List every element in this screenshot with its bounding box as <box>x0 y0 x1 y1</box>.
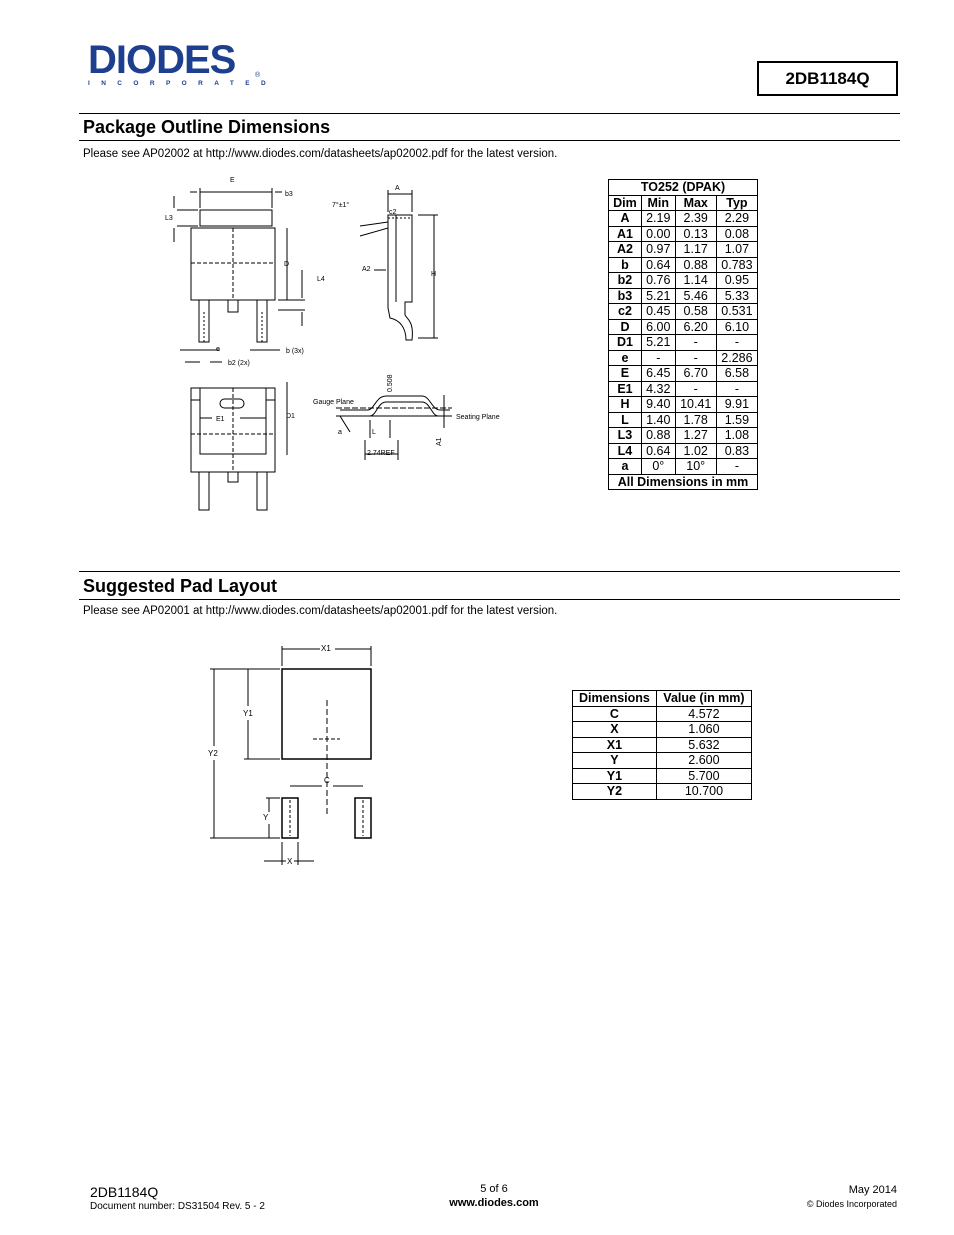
part-number-box: 2DB1184Q <box>757 61 898 96</box>
label-E1: E1 <box>216 416 225 423</box>
col-header: Typ <box>716 195 757 211</box>
dim-value-cell: 4.32 <box>641 381 675 397</box>
dim-value-cell: - <box>716 381 757 397</box>
registered-mark: ® <box>255 72 261 79</box>
pad-label-Y1: Y1 <box>243 709 253 718</box>
label-0508: 0.508 <box>387 374 394 392</box>
dim-value-cell: - <box>716 335 757 351</box>
label-gauge: Gauge Plane <box>313 399 354 406</box>
label-L3: L3 <box>165 215 173 222</box>
pad-label-Y2: Y2 <box>208 749 218 758</box>
pad-label-X1: X1 <box>321 644 331 653</box>
table-footer: All Dimensions in mm <box>609 474 758 490</box>
footer-date: May 2014 <box>848 1184 897 1196</box>
dim-value-cell: 1.08 <box>716 428 757 444</box>
dim-value-cell: 5.21 <box>641 335 675 351</box>
dim-value-cell: 6.45 <box>641 366 675 382</box>
col-header: Value (in mm) <box>656 691 751 707</box>
table-row <box>609 350 758 366</box>
table-row <box>573 737 752 753</box>
pad-note: Please see AP02001 at http://www.diodes.com/datasheets/ap02001.pdf for the latest version. <box>83 605 558 617</box>
table-row <box>609 319 758 335</box>
table-row <box>573 768 752 784</box>
dim-value-cell: 6.58 <box>716 366 757 382</box>
label-H: H <box>431 271 437 278</box>
section-title-pad: Suggested Pad Layout <box>83 576 278 596</box>
section-title-outline: Package Outline Dimensions <box>83 117 331 137</box>
dim-name-cell: E1 <box>609 381 642 397</box>
dim-value-cell: - <box>675 350 716 366</box>
table-row <box>609 397 758 413</box>
dim-name-cell: E <box>609 366 642 382</box>
dim-value-cell: 1.59 <box>716 412 757 428</box>
table-row <box>573 722 752 738</box>
table-row <box>609 412 758 428</box>
table-row <box>573 753 752 769</box>
col-header: Dim <box>609 195 642 211</box>
dim-value-cell: 6.10 <box>716 319 757 335</box>
dim-value-cell: 2.286 <box>716 350 757 366</box>
table-row <box>609 242 758 258</box>
dim-name-cell: A <box>609 211 642 227</box>
dim-name-cell: L4 <box>609 443 642 459</box>
dim-value-cell: 0.88 <box>675 257 716 273</box>
dim-value-cell: 0.00 <box>641 226 675 242</box>
label-A: A <box>395 185 400 192</box>
label-b2: b2 (2x) <box>228 360 250 367</box>
table-row <box>573 706 752 722</box>
table-row <box>609 443 758 459</box>
dim-value-cell: 6.70 <box>675 366 716 382</box>
dim-value-cell: 5.33 <box>716 288 757 304</box>
table-row <box>609 211 758 227</box>
dim-value-cell: 0.64 <box>641 257 675 273</box>
table-row <box>609 304 758 320</box>
label-A2: A2 <box>362 266 371 273</box>
label-ref: 2.74REF <box>367 450 395 457</box>
label-D1: D1 <box>286 413 295 420</box>
label-a: a <box>338 429 342 436</box>
label-D: D <box>284 261 290 268</box>
pad-dim-name-cell: X <box>573 722 657 738</box>
footer-page: 5 of 6 <box>480 1183 508 1195</box>
footer-copyright: © Diodes Incorporated <box>806 1199 897 1209</box>
table-row <box>609 366 758 382</box>
label-L4: L4 <box>317 276 325 283</box>
table-caption: TO252 (DPAK) <box>609 180 758 196</box>
section-rule-bottom <box>79 140 900 141</box>
label-A1: A1 <box>436 437 443 446</box>
dim-value-cell: - <box>716 459 757 475</box>
label-b3: b3 <box>285 191 293 198</box>
pad-value-cell: 4.572 <box>656 706 751 722</box>
dim-name-cell: D <box>609 319 642 335</box>
pad-dimension-table <box>572 690 752 800</box>
dim-name-cell: c2 <box>609 304 642 320</box>
pad-dim-name-cell: X1 <box>573 737 657 753</box>
dim-value-cell: - <box>675 381 716 397</box>
label-L: L <box>372 429 376 436</box>
dim-name-cell: L3 <box>609 428 642 444</box>
dim-value-cell: 0° <box>641 459 675 475</box>
table-row <box>609 226 758 242</box>
logo-subtitle: INCORPORATED <box>88 80 278 87</box>
dim-value-cell: 0.13 <box>675 226 716 242</box>
col-header: Min <box>641 195 675 211</box>
pad-value-cell: 5.632 <box>656 737 751 753</box>
dim-value-cell: 5.21 <box>641 288 675 304</box>
dim-value-cell: - <box>675 335 716 351</box>
dim-value-cell: 0.83 <box>716 443 757 459</box>
dim-value-cell: 0.64 <box>641 443 675 459</box>
dim-name-cell: b2 <box>609 273 642 289</box>
label-seating: Seating Plane <box>456 414 500 421</box>
col-header: Max <box>675 195 716 211</box>
table-row <box>609 288 758 304</box>
dim-value-cell: 6.00 <box>641 319 675 335</box>
dim-value-cell: 0.95 <box>716 273 757 289</box>
label-e: e <box>216 346 220 353</box>
diodes-logo: DIODES <box>88 38 236 82</box>
lead-detail <box>340 402 450 416</box>
table-row <box>609 335 758 351</box>
dim-name-cell: D1 <box>609 335 642 351</box>
dim-value-cell: 0.45 <box>641 304 675 320</box>
dim-value-cell: 1.17 <box>675 242 716 258</box>
label-b: b (3x) <box>286 348 304 355</box>
label-angle: 7°±1° <box>332 202 350 209</box>
dim-name-cell: a <box>609 459 642 475</box>
label-E: E <box>230 177 235 184</box>
dim-value-cell: 1.40 <box>641 412 675 428</box>
table-row <box>609 257 758 273</box>
pad-dim-name-cell: C <box>573 706 657 722</box>
pad-layout-drawing <box>200 640 400 875</box>
table-row <box>609 273 758 289</box>
dim-name-cell: A2 <box>609 242 642 258</box>
dim-name-cell: b3 <box>609 288 642 304</box>
dim-value-cell: 6.20 <box>675 319 716 335</box>
label-c2: c2 <box>389 209 397 216</box>
dim-value-cell: 1.78 <box>675 412 716 428</box>
dim-name-cell: e <box>609 350 642 366</box>
pad-dim-name-cell: Y1 <box>573 768 657 784</box>
pad-label-C: C <box>324 776 330 785</box>
footer-part: 2DB1184Q <box>90 1184 159 1200</box>
dim-value-cell: 9.40 <box>641 397 675 413</box>
dim-value-cell: 0.76 <box>641 273 675 289</box>
section-rule-top <box>79 113 900 114</box>
col-header: Dimensions <box>573 691 657 707</box>
outline-note: Please see AP02002 at http://www.diodes.com/datasheets/ap02002.pdf for the latest version. <box>83 148 558 160</box>
dim-value-cell: - <box>641 350 675 366</box>
pad-value-cell: 2.600 <box>656 753 751 769</box>
pad-label-Y: Y <box>263 813 269 822</box>
dimension-table <box>608 179 758 490</box>
dim-value-cell: 0.88 <box>641 428 675 444</box>
table-row <box>609 381 758 397</box>
dim-value-cell: 2.19 <box>641 211 675 227</box>
table-row <box>609 459 758 475</box>
dim-value-cell: 0.58 <box>675 304 716 320</box>
dim-value-cell: 1.14 <box>675 273 716 289</box>
dim-value-cell: 0.531 <box>716 304 757 320</box>
dim-name-cell: A1 <box>609 226 642 242</box>
dim-name-cell: H <box>609 397 642 413</box>
dim-value-cell: 9.91 <box>716 397 757 413</box>
table-row <box>573 784 752 800</box>
dim-value-cell: 1.07 <box>716 242 757 258</box>
section-rule-bottom <box>79 599 900 600</box>
dim-value-cell: 2.39 <box>675 211 716 227</box>
pad-dim-name-cell: Y <box>573 753 657 769</box>
dim-value-cell: 0.08 <box>716 226 757 242</box>
dim-value-cell: 10.41 <box>675 397 716 413</box>
dim-value-cell: 1.02 <box>675 443 716 459</box>
dim-value-cell: 0.97 <box>641 242 675 258</box>
footer-website: www.diodes.com <box>449 1197 539 1209</box>
table-row <box>609 428 758 444</box>
dim-value-cell: 5.46 <box>675 288 716 304</box>
dim-value-cell: 10° <box>675 459 716 475</box>
dim-name-cell: b <box>609 257 642 273</box>
pad-value-cell: 1.060 <box>656 722 751 738</box>
pad-value-cell: 5.700 <box>656 768 751 784</box>
package-outline-drawing <box>160 170 510 520</box>
pad-dim-name-cell: Y2 <box>573 784 657 800</box>
tab-outline <box>200 210 272 226</box>
footer-docnum: Document number: DS31504 Rev. 5 - 2 <box>90 1201 265 1212</box>
dim-value-cell: 0.783 <box>716 257 757 273</box>
section-rule-top <box>79 571 900 572</box>
pad-label-X: X <box>287 857 293 866</box>
dim-name-cell: L <box>609 412 642 428</box>
dim-value-cell: 1.27 <box>675 428 716 444</box>
side-profile <box>388 215 412 340</box>
pad-value-cell: 10.700 <box>656 784 751 800</box>
dim-value-cell: 2.29 <box>716 211 757 227</box>
